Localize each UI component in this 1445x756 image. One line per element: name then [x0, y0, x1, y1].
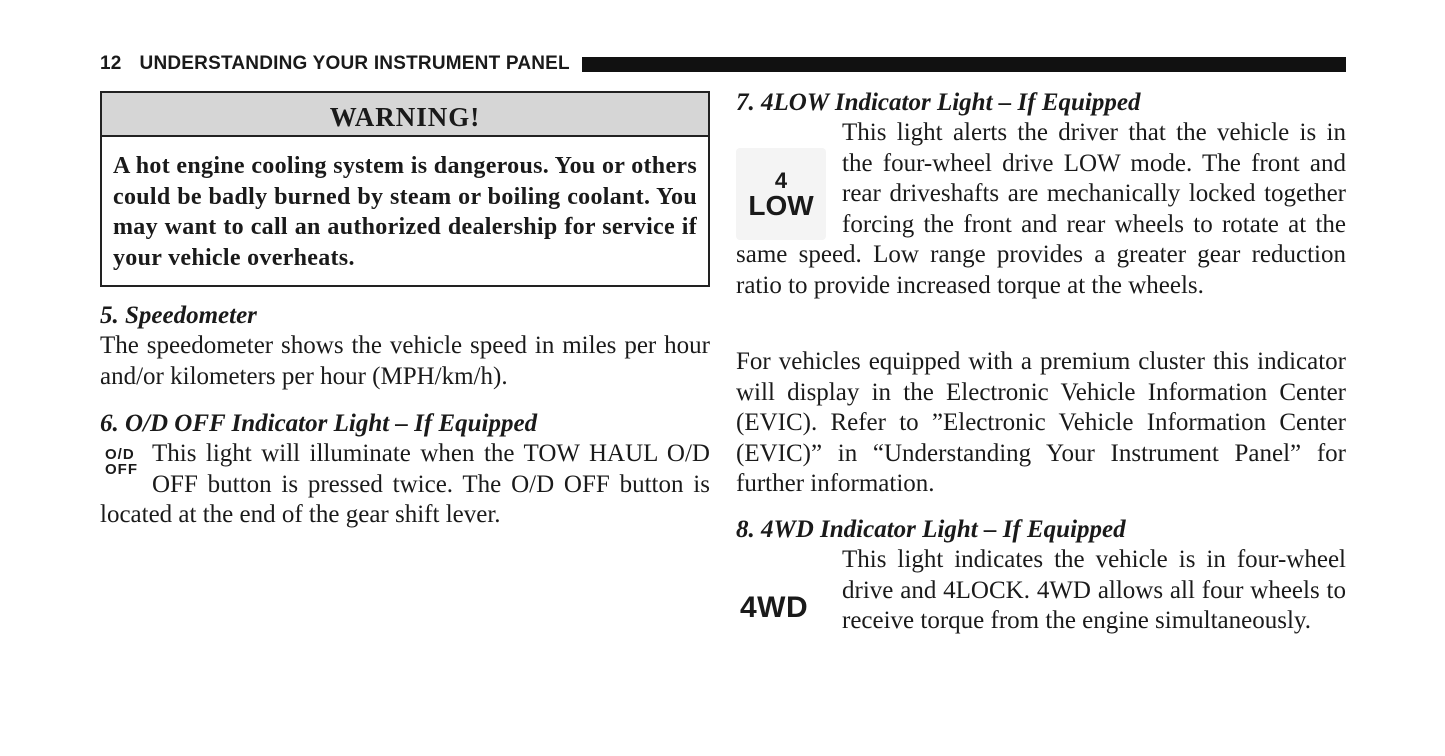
- section-4low: [736, 88, 1346, 301]
- 4wd-heading: 8. 4WD Indicator Light – If Equipped: [736, 516, 1126, 543]
- page-header: [100, 52, 1346, 76]
- section-od-off: [100, 409, 710, 531]
- chapter-title: UNDERSTANDING YOUR INSTRUMENT PANEL: [139, 53, 570, 74]
- 4wd-icon-label: 4WD: [740, 591, 809, 624]
- od-off-paragraph: [100, 439, 710, 531]
- 4low-paragraph: [736, 118, 1346, 301]
- warning-box: [100, 91, 710, 287]
- 4low-heading: 7. 4LOW Indicator Light – If Equipped: [736, 89, 1141, 116]
- 4low-evic-text: For vehicles equipped with a premium cluster this indicator will display in the Electronic Vehicle Information Center (EVIC). Refer to ”Electronic Vehicle Information Center (EVIC)” in “Understanding Your Instrument Panel” for further information.: [736, 348, 1346, 497]
- page-number: 12: [100, 53, 122, 74]
- od-off-heading: 6. O/D OFF Indicator Light – If Equipped: [100, 410, 538, 437]
- od-off-icon-line1: O/D: [105, 446, 135, 463]
- left-column: [100, 91, 710, 528]
- warning-text: A hot engine cooling system is dangerous. You or others could be badly burned by steam or boiling coolant. You may want to call an authorized dealership for service if your vehicle overheats.: [113, 153, 697, 271]
- 4wd-text: This light indicates the vehicle is in four-wheel drive and 4LOCK. 4WD allows all four wheels to receive torque from the engine simultaneously.: [842, 546, 1346, 634]
- 4low-icon-line1: 4: [774, 168, 788, 193]
- od-off-text: This light will illuminate when the TOW HAUL O/D OFF button is pressed twice. The O/D OFF button is located at the end of the gear shift lever.: [100, 440, 710, 528]
- speedometer-heading: 5. Speedometer: [100, 302, 257, 329]
- 4wd-paragraph: [736, 545, 1346, 637]
- section-4wd: [736, 515, 1346, 667]
- section-speedometer: [100, 301, 710, 392]
- od-off-indicator-icon: [100, 447, 152, 477]
- 4wd-indicator-icon: [736, 545, 842, 667]
- 4low-text: This light alerts the driver that the vehicle is in the four-wheel drive LOW mode. The front and rear driveshafts are mechanically locked together forcing the front and rear wheels to rotate at the same speed. Low range provides a greater gear reduction ratio to provide increased torque at the wheels.: [736, 119, 1346, 299]
- section-4low-evic: [736, 347, 1346, 500]
- speedometer-text: The speedometer shows the vehicle speed in miles per hour and/or kilometers per hour (MPH/km/h).: [100, 332, 710, 390]
- od-off-icon-line2: OFF: [105, 461, 138, 478]
- 4low-indicator-icon: [736, 118, 842, 240]
- warning-title: WARNING!: [102, 93, 708, 137]
- 4low-icon-line2: LOW: [748, 190, 814, 221]
- header-rule: [582, 57, 1346, 72]
